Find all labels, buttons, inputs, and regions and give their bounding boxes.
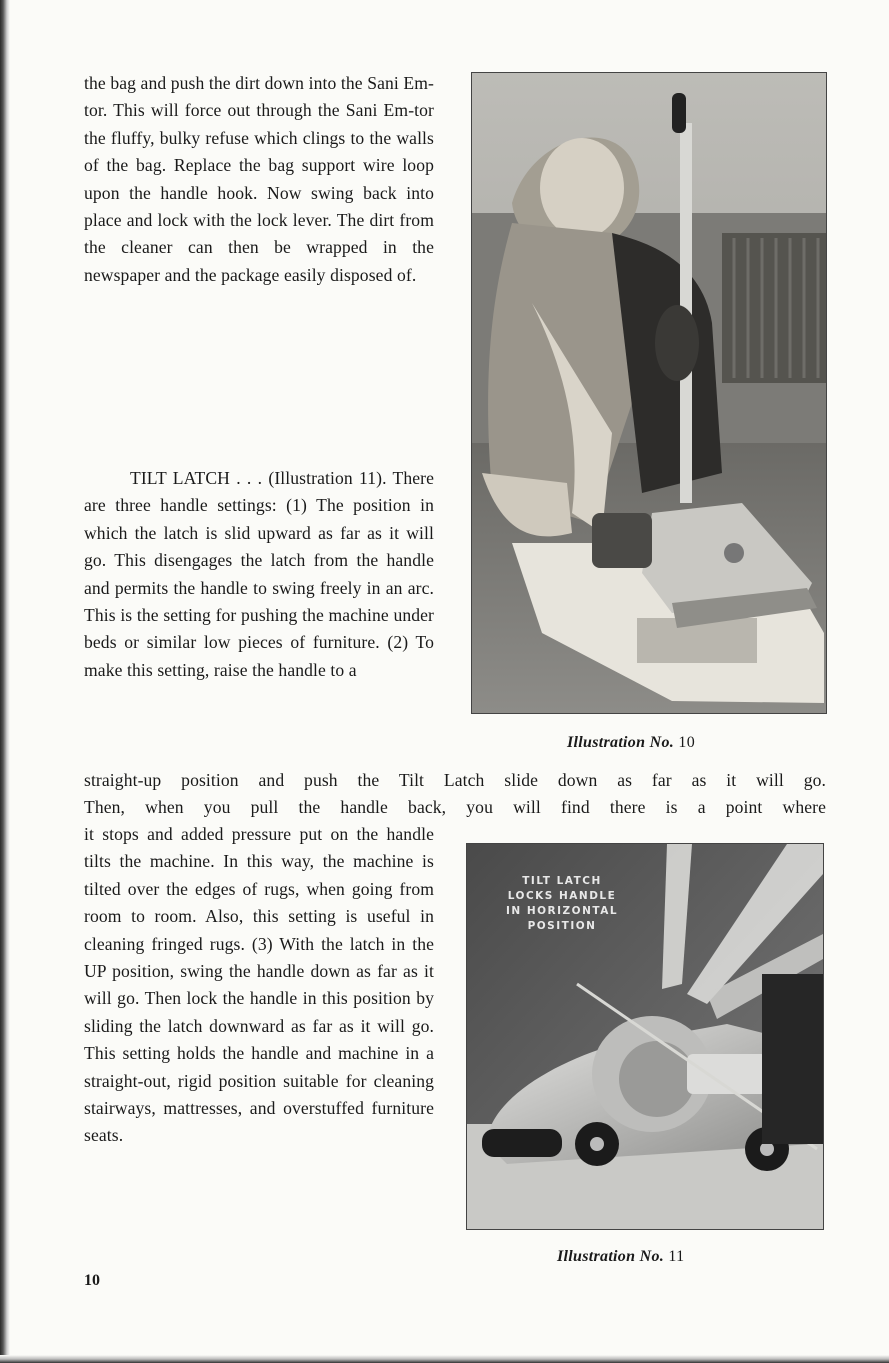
caption-11-number: 11 — [668, 1248, 685, 1265]
paragraph-tilt-latch: TILT LATCH . . . (Illustration 11). There are three handle settings: (1) The position in which the latch is slid upward as far as it will go. This disengages the latch from the handle and permits the handle to swing freely in an arc. This is the setting for pushing the machine under beds or similar low pieces of furniture. (2) To make this setting, raise the handle to a — [84, 468, 434, 680]
caption-10-no: No. — [649, 734, 675, 751]
page-number: 10 — [84, 1272, 100, 1289]
page-edge-shadow — [0, 0, 10, 1363]
full-width-line-1: straight-up position and push the Tilt Latch slide down as far as it will go. — [84, 770, 826, 790]
full-width-line-2: Then, when you pull the handle back, you will find there is a point where — [84, 797, 826, 818]
illustration-11-caption — [557, 1248, 684, 1266]
illustration-10-caption — [567, 734, 695, 752]
inset-line-4: POSITION — [527, 920, 597, 932]
paragraph-full-width — [84, 767, 826, 822]
illustration-10-photo — [471, 72, 827, 714]
caption-11-no: No. — [639, 1248, 665, 1265]
inset-line-3: IN HORIZONTAL — [505, 905, 619, 917]
inset-line-2: LOCKS HANDLE — [507, 890, 617, 902]
illustration-11-photo — [466, 843, 824, 1230]
woman-vacuum-photo — [472, 73, 826, 713]
caption-10-word: Illustration — [567, 734, 646, 751]
tilt-latch-inset-label — [487, 874, 637, 934]
caption-10-number: 10 — [678, 734, 696, 751]
inset-line-1: TILT LATCH — [522, 875, 602, 887]
paragraph-handle-settings: it stops and added pressure put on the handle tilts the machine. In this way, the machine is tilted over the edges of rugs, when going from room to room. Also, this setting is useful in cleaning fringed rugs. (3) With the latch in the UP position, swing the handle down as far as it will go. Then lock the handle in this position by sliding the latch downward as far as it will go. This setting holds the handle and machine in a straight-out, rigid position suitable for cleaning stairways, mattresses, and overstuffed furniture seats. — [84, 824, 434, 1146]
page-bottom-shadow — [0, 1355, 889, 1363]
caption-11-word: Illustration — [557, 1248, 636, 1265]
paragraph-bag-emptying: the bag and push the dirt down into the Sani Em-tor. This will force out through the Sani Em-tor the fluffy, bulky refuse which clings to the walls of the bag. Replace the bag support wire loop upon the handle hook. Now swing back into place and lock with the lock lever. The dirt from the cleaner can then be wrapped in the newspaper and the package easily disposed of. — [84, 73, 434, 285]
